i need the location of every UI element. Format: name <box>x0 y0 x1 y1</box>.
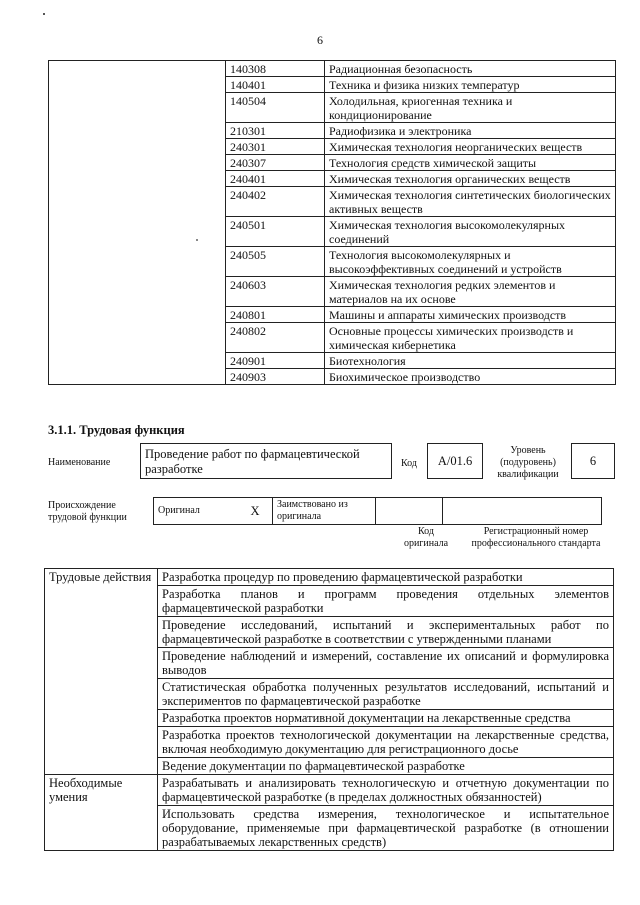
specialty-code: 240801 <box>226 307 325 323</box>
specialty-code: 240802 <box>226 323 325 353</box>
section-title: 3.1.1. Трудовая функция <box>48 423 185 437</box>
specialty-code: 140504 <box>226 93 325 123</box>
specialty-code: 240901 <box>226 353 325 369</box>
specialty-name: Химическая технология редких элементов и материалов на их основе <box>325 277 616 307</box>
function-name-value: Проведение работ по фармацевтической разработке <box>140 443 392 479</box>
specialty-code: 140308 <box>226 61 325 77</box>
labor-action-item: Ведение документации по фармацевтической разработке <box>158 758 614 775</box>
labor-action-item: Разработка процедур по проведению фармацевтической разработки <box>158 569 614 586</box>
skill-item: Разрабатывать и анализировать технологическую и отчетную документации по фармацевтической разработке (в пределах должностных обязанностей) <box>158 775 614 806</box>
specialty-code: 240402 <box>226 187 325 217</box>
specialty-name: Радиофизика и электроника <box>325 123 616 139</box>
origin-code-cell <box>376 498 443 525</box>
specialty-name: Химическая технология органических веществ <box>325 171 616 187</box>
reg-number-caption: Регистрационный номер профессионального стандарта <box>471 526 601 549</box>
scan-speck <box>43 13 45 15</box>
specialty-code: 140401 <box>226 77 325 93</box>
specialty-name: Химическая технология высокомолекулярных соединений <box>325 217 616 247</box>
labor-action-item: Разработка проектов нормативной документации на лекарственные средства <box>158 710 614 727</box>
qualification-level-value: 6 <box>571 443 615 479</box>
code-label: Код <box>401 458 417 469</box>
specialty-name: Основные процессы химических производств и химическая кибернетика <box>325 323 616 353</box>
specialty-name: Технология высокомолекулярных и высокоэффективных соединений и устройств <box>325 247 616 277</box>
table-row <box>45 569 614 586</box>
specialty-code: 240603 <box>226 277 325 307</box>
specialty-code: 240903 <box>226 369 325 385</box>
table-row <box>45 775 614 806</box>
borrowed-label: Заимствовано из оригинала <box>273 498 376 525</box>
specialty-name: Биотехнология <box>325 353 616 369</box>
specialty-name: Холодильная, криогенная техника и кондиционирование <box>325 93 616 123</box>
specialty-name: Радиационная безопасность <box>325 61 616 77</box>
reg-number-cell <box>443 498 602 525</box>
name-label: Наименование <box>48 457 111 468</box>
specialty-code: 240307 <box>226 155 325 171</box>
skill-label: Необходимые умения <box>45 775 158 851</box>
specialty-code: 240501 <box>226 217 325 247</box>
specialty-name: Биохимическое производство <box>325 369 616 385</box>
function-code-value: А/01.6 <box>427 443 483 479</box>
specialty-name: Химическая технология неорганических веществ <box>325 139 616 155</box>
labor-action-label: Трудовые действия <box>45 569 158 775</box>
qualification-level-label: Уровень (подуровень) квалификации <box>497 445 559 480</box>
labor-action-item: Проведение исследований, испытаний и экспериментальных работ по фармацевтической разработке в соответствии с утвержденными планами <box>158 617 614 648</box>
blank-column <box>49 61 226 385</box>
skill-item: Использовать средства измерения, технологическое и испытательное оборудование, применяемые при фармацевтической разработке (в отношении разрабатываемых лекарственных средств) <box>158 806 614 851</box>
labor-action-item: Проведение наблюдений и измерений, составление их описаний и формулировка выводов <box>158 648 614 679</box>
page-number: 6 <box>317 33 323 47</box>
specialty-name: Химическая технология синтетических биологических активных веществ <box>325 187 616 217</box>
specialty-name: Техника и физика низких температур <box>325 77 616 93</box>
original-label: Оригинал <box>154 498 239 525</box>
table-row <box>49 61 616 77</box>
labor-action-item: Разработка проектов технологической документации на лекарственные средства, включая необходимую документацию для регистрационного досье <box>158 727 614 758</box>
labor-action-item: Статистическая обработка полученных результатов исследований, испытаний и экспериментов по фармацевтической разработке <box>158 679 614 710</box>
specialty-codes-table <box>48 60 616 385</box>
specialty-name: Машины и аппараты химических производств <box>325 307 616 323</box>
labor-function-table <box>44 568 614 851</box>
specialty-code: 240505 <box>226 247 325 277</box>
origin-table <box>153 497 602 525</box>
specialty-name: Технология средств химической защиты <box>325 155 616 171</box>
original-mark: X <box>238 498 273 525</box>
specialty-code: 210301 <box>226 123 325 139</box>
origin-code-caption: Код оригинала <box>403 526 449 549</box>
specialty-code: 240401 <box>226 171 325 187</box>
origin-label: Происхождение трудовой функции <box>48 500 127 523</box>
labor-action-item: Разработка планов и программ проведения отдельных элементов фармацевтической разработки <box>158 586 614 617</box>
specialty-code: 240301 <box>226 139 325 155</box>
